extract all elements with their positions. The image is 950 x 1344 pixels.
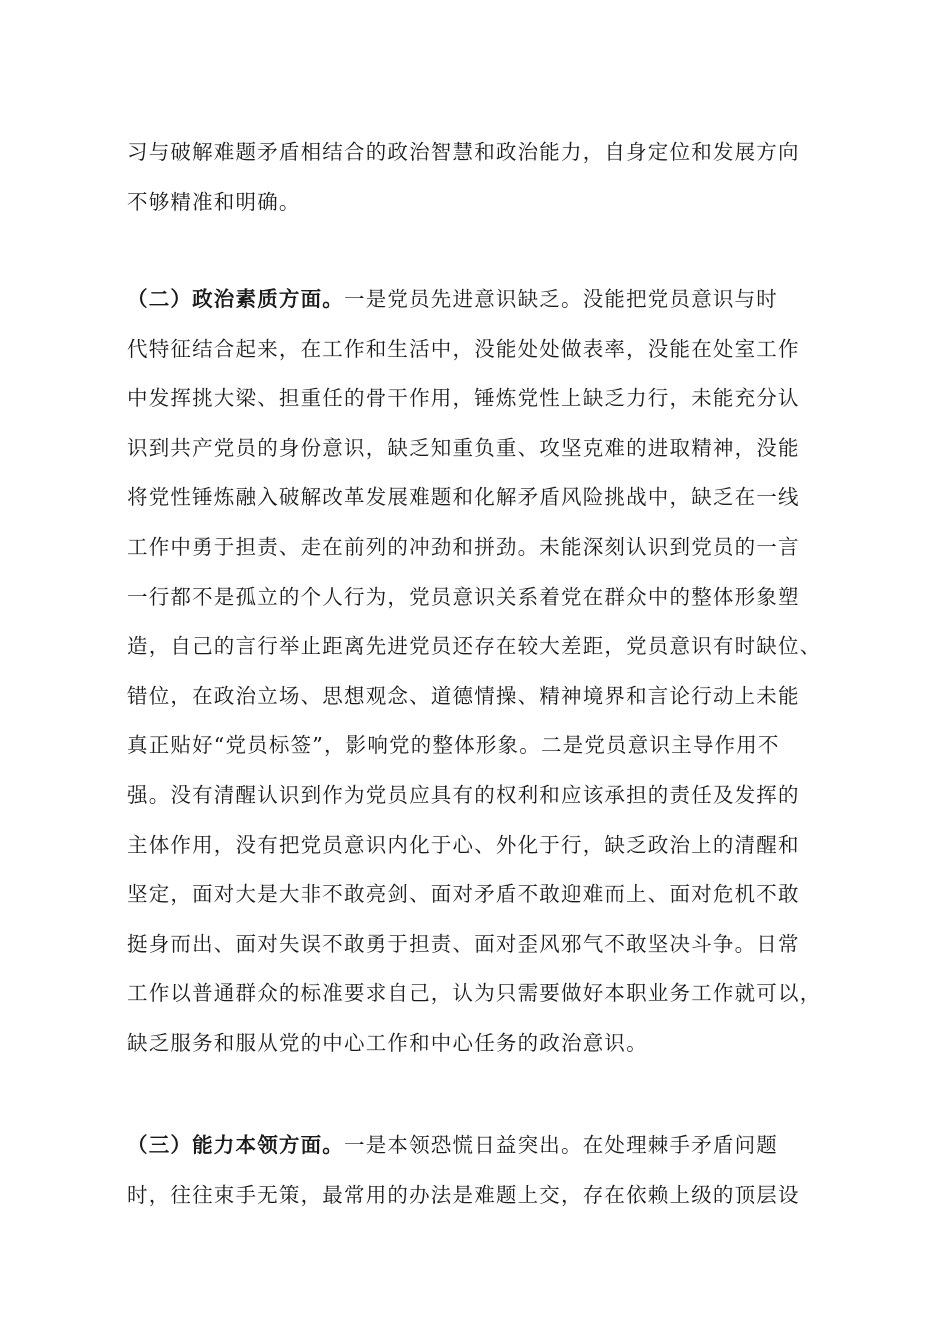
paragraph-text: 习与破解难题矛盾相结合的政治智慧和政治能力，自身定位和发展方向 不够精准和明确。	[127, 140, 800, 214]
section-heading-political-quality: （二）政治素质方面。	[127, 287, 344, 311]
paragraph-text: 一是本领恐慌日益突出。在处理棘手矛盾问题 时，往往束手无策，最常用的办法是难题上交，存在依赖上级的顶层设	[127, 1133, 800, 1207]
paragraph-continuation	[127, 128, 823, 227]
section-heading-ability: （三）能力本领方面。	[127, 1133, 344, 1157]
paragraph-text: 一是党员先进意识缺乏。没能把党员意识与时 代特征结合起来，在工作和生活中，没能处处做表率，没能在处室工作 中发挥挑大梁、担重任的骨干作用，锤炼党性上缺乏力行，未能充分认 识到共产党员的身份意识，缺乏知重负重、攻坚克难的进取精神，没能 将党性锤炼融入破解改革发展难题和化解矛盾风险挑战中，缺乏在一线 工作中勇于担责、走在前列的冲劲和拼劲。未能深刻认识到党员的一言 一行都不是孤立的个人行为，党员意识关系着党在群众中的整体形象塑 造，自己的言行举止距离先进党员还存在较大差距，党员意识有时缺位、 错位，在政治立场、思想观念、道德情操、精神境界和言论行动上未能 真正贴好“党员标签”，影响党的整体形象。二是党员意识主导作用不 强。没有清醒认识到作为党员应具有的权利和应该承担的责任及发挥的 主体作用，没有把党员意识内化于心、外化于行，缺乏政治上的清醒和 坚定，面对大是大非不敢亮剑、面对矛盾不敢迎难而上、面对危机不敢 挺身而出、面对失误不敢勇于担责、面对歪风邪气不敢坚决斗争。日常 工作以普通群众的标准要求自己，认为只需要做好本职业务工作就可以， 缺乏服务和服从党的中心工作和中心任务的政治意识。	[127, 287, 822, 1055]
paragraph-ability	[127, 1121, 823, 1220]
paragraph-political-quality	[127, 275, 823, 1069]
